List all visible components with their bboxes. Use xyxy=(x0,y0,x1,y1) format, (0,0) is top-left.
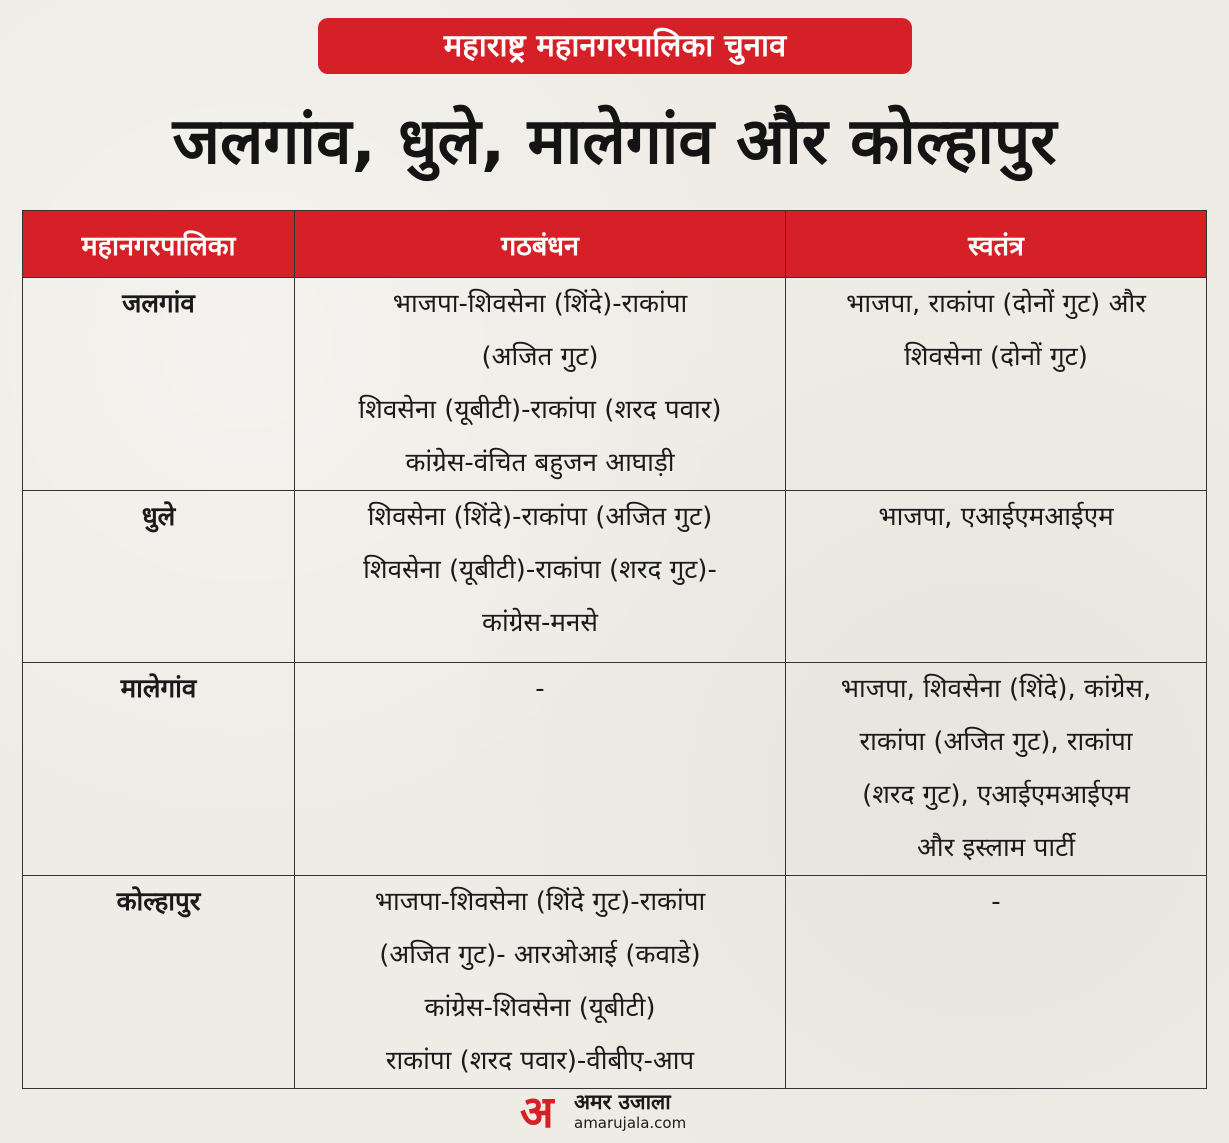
alliance-line: (अजित गुट)- आरओआई (कवाडे) xyxy=(379,940,701,970)
empty-dash: - xyxy=(991,887,1001,917)
logo-site: amarujala.com xyxy=(574,1114,687,1132)
independent-line: भाजपा, राकांपा (दोनों गुट) और xyxy=(846,289,1146,319)
alliance-line: शिवसेना (यूबीटी)-राकांपा (शरद गुट)- xyxy=(363,555,717,585)
city-name: मालेगांव xyxy=(120,674,197,704)
city-cell xyxy=(23,663,295,876)
alliance-line: कांग्रेस-मनसे xyxy=(482,608,598,638)
alliance-cell xyxy=(295,491,786,663)
city-cell xyxy=(23,876,295,1089)
headline: जलगांव, धुले, मालेगांव और कोल्हापुर xyxy=(172,105,1057,179)
independent-line: (शरद गुट), एआईएमआईएम xyxy=(862,780,1130,810)
table-row-dhule xyxy=(23,491,1207,663)
alliance-line: कांग्रेस-शिवसेना (यूबीटी) xyxy=(424,993,656,1023)
header-alliance: गठबंधन xyxy=(295,211,786,278)
table-header-row xyxy=(23,211,1207,278)
table-row-jalgaon xyxy=(23,278,1207,491)
alliance-cell xyxy=(295,663,786,876)
alliance-line: राकांपा (शरद पवार)-वीबीए-आप xyxy=(385,1046,695,1076)
alliance-line: (अजित गुट) xyxy=(481,342,599,372)
independent-cell xyxy=(786,663,1207,876)
amar-ujala-logo xyxy=(520,1089,720,1137)
alliance-line: कांग्रेस-वंचित बहुजन आघाड़ी xyxy=(405,448,675,478)
alliance-line: भाजपा-शिवसेना (शिंदे)-राकांपा xyxy=(392,289,688,319)
section-tag: महाराष्ट्र महानगरपालिका चुनाव xyxy=(318,18,912,74)
alliance-table xyxy=(22,210,1207,1089)
logo-mark: अ xyxy=(520,1087,554,1138)
city-cell xyxy=(23,491,295,663)
city-name: धुले xyxy=(141,502,176,532)
independent-line: भाजपा, एआईएमआईएम xyxy=(878,502,1114,532)
alliance-line: शिवसेना (शिंदे)-राकांपा (अजित गुट) xyxy=(367,502,713,532)
city-cell xyxy=(23,278,295,491)
independent-cell xyxy=(786,491,1207,663)
independent-line: शिवसेना (दोनों गुट) xyxy=(904,342,1088,372)
independent-line: राकांपा (अजित गुट), राकांपा xyxy=(859,727,1133,757)
alliance-cell xyxy=(295,278,786,491)
table-row-malegaon xyxy=(23,663,1207,876)
independent-line: भाजपा, शिवसेना (शिंदे), कांग्रेस, xyxy=(840,674,1152,704)
table-row-kolhapur xyxy=(23,876,1207,1089)
alliance-cell xyxy=(295,876,786,1089)
logo-name: अमर उजाला xyxy=(574,1090,671,1114)
alliance-line: भाजपा-शिवसेना (शिंदे गुट)-राकांपा xyxy=(374,887,706,917)
independent-line: और इस्लाम पार्टी xyxy=(917,833,1075,863)
header-municipal-corporation: महानगरपालिका xyxy=(23,211,295,278)
empty-dash: - xyxy=(535,674,545,704)
city-name: कोल्हापुर xyxy=(116,887,201,917)
city-name: जलगांव xyxy=(122,289,195,319)
independent-cell xyxy=(786,278,1207,491)
alliance-line: शिवसेना (यूबीटी)-राकांपा (शरद पवार) xyxy=(358,395,722,425)
independent-cell xyxy=(786,876,1207,1089)
header-independent: स्वतंत्र xyxy=(786,211,1207,278)
